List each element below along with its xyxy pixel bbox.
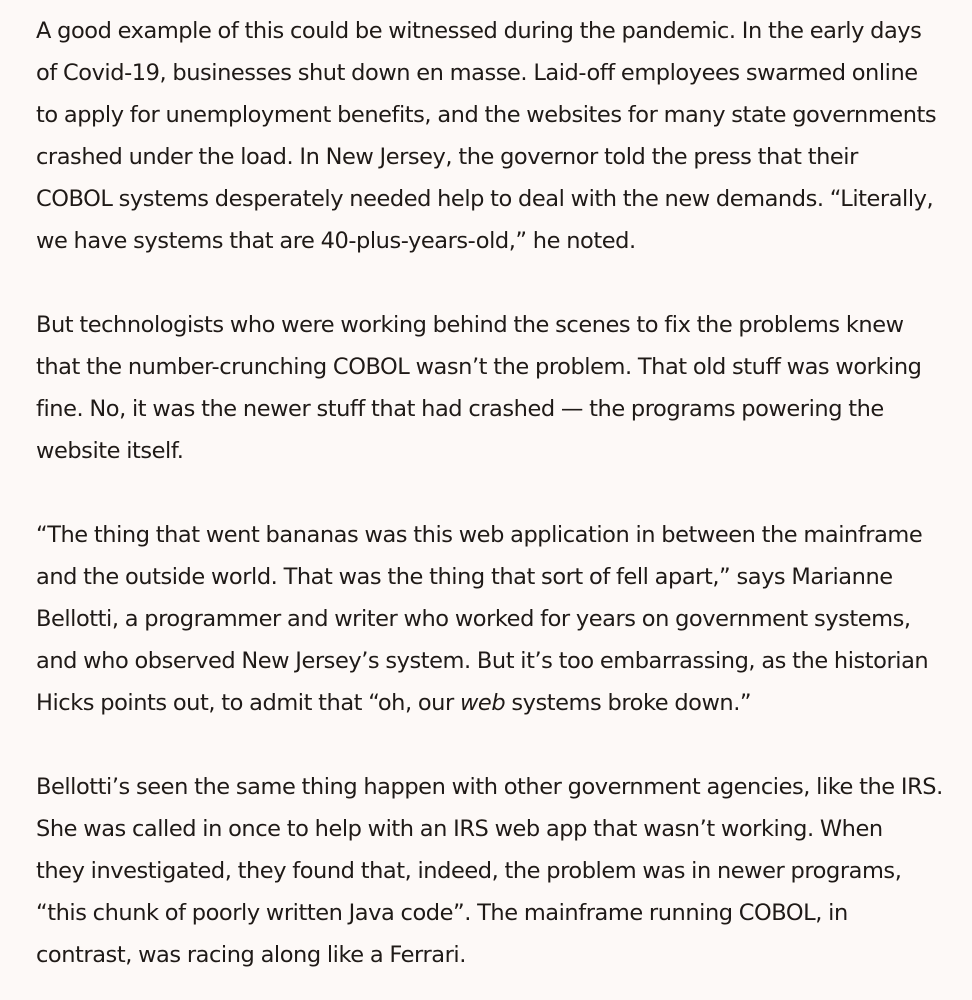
paragraph-line: fine. No, it was the newer stuff that had crashed — the programs powering the xyxy=(36,396,884,422)
paragraph-line: She was called in once to help with an IRS web app that wasn’t working. When xyxy=(36,816,883,842)
paragraph-line: A good example of this could be witnessed during the pandemic. In the early days xyxy=(36,18,922,44)
paragraph-pandemic xyxy=(36,10,956,262)
line-text: Hicks points out, to admit that “oh, our xyxy=(36,690,460,716)
paragraph-bellotti-quote xyxy=(36,514,956,724)
paragraph-irs xyxy=(36,766,956,976)
paragraph-line: Bellotti’s seen the same thing happen with other government agencies, like the IRS. xyxy=(36,774,943,800)
article-body xyxy=(36,10,956,976)
paragraph-line: and who observed New Jersey’s system. But it’s too embarrassing, as the historian xyxy=(36,648,929,674)
paragraph-line: “this chunk of poorly written Java code”. The mainframe running COBOL, in xyxy=(36,900,848,926)
paragraph-line: crashed under the load. In New Jersey, the governor told the press that their xyxy=(36,144,858,170)
line-text: systems broke down.” xyxy=(505,690,752,716)
paragraph-line: that the number-crunching COBOL wasn’t the problem. That old stuff was working xyxy=(36,354,922,380)
emphasized-word: web xyxy=(459,690,506,716)
paragraph-line: COBOL systems desperately needed help to deal with the new demands. “Literally, xyxy=(36,186,934,212)
paragraph-line: “The thing that went bananas was this web application in between the mainframe xyxy=(36,522,923,548)
paragraph-technologists xyxy=(36,304,956,472)
paragraph-line: website itself. xyxy=(36,438,184,464)
paragraph-line: and the outside world. That was the thing that sort of fell apart,” says Marianne xyxy=(36,564,893,590)
paragraph-line: to apply for unemployment benefits, and the websites for many state governments xyxy=(36,102,937,128)
paragraph-line: we have systems that are 40-plus-years-old,” he noted. xyxy=(36,228,636,254)
paragraph-line: of Covid-19, businesses shut down en masse. Laid-off employees swarmed online xyxy=(36,60,918,86)
paragraph-line xyxy=(36,682,956,724)
paragraph-line: Bellotti, a programmer and writer who worked for years on government systems, xyxy=(36,606,911,632)
paragraph-line: But technologists who were working behind the scenes to fix the problems knew xyxy=(36,312,904,338)
paragraph-line: contrast, was racing along like a Ferrari. xyxy=(36,942,466,968)
paragraph-line: they investigated, they found that, indeed, the problem was in newer programs, xyxy=(36,858,902,884)
